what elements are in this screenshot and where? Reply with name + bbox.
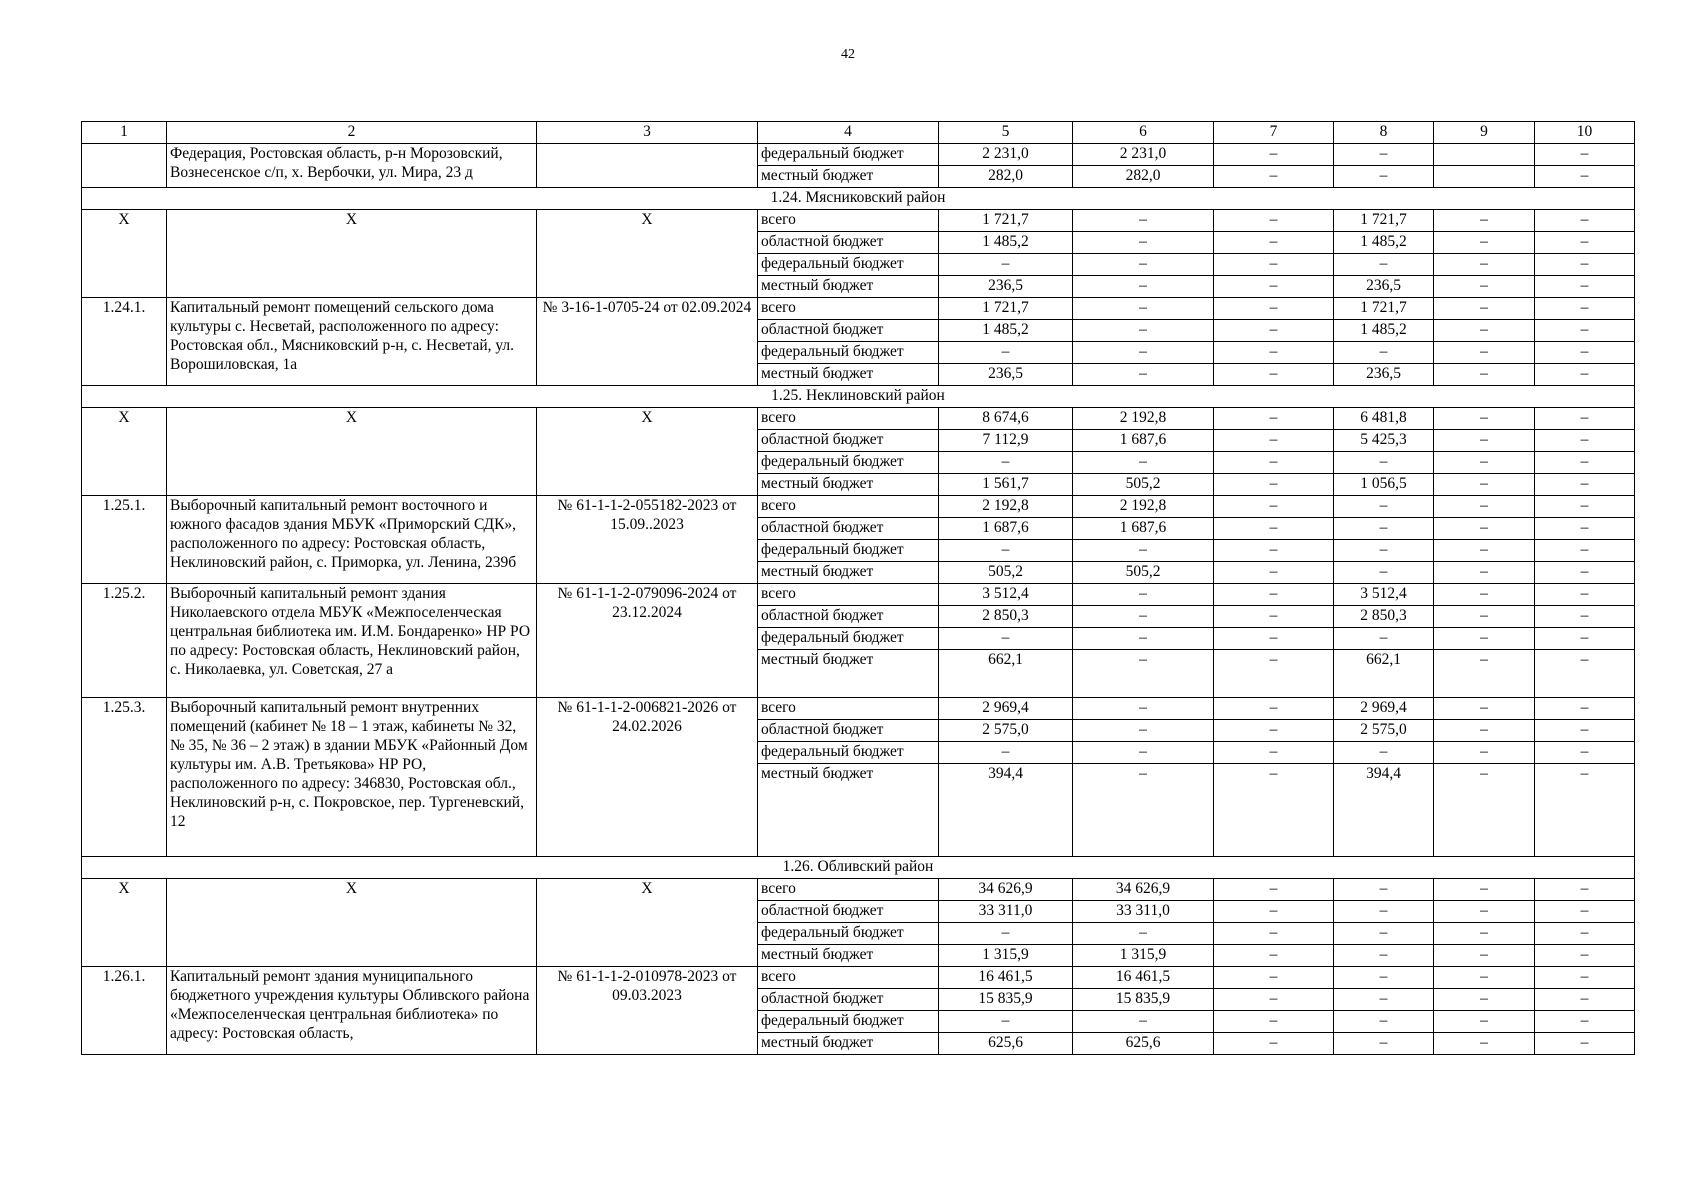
budget-source-label: областной бюджет xyxy=(758,989,939,1011)
value-cell: – xyxy=(1073,742,1214,764)
item-document: № 61-1-1-2-010978-2023 от 09.03.2023 xyxy=(537,967,758,1055)
value-cell: – xyxy=(939,254,1073,276)
value-cell: – xyxy=(1434,923,1535,945)
budget-source-label: местный бюджет xyxy=(758,364,939,386)
value-cell: – xyxy=(939,452,1073,474)
value-cell: 2 231,0 xyxy=(939,144,1073,166)
value-cell: 1 485,2 xyxy=(939,320,1073,342)
item-number: 1.26.1. xyxy=(82,967,167,1055)
budget-source-label: местный бюджет xyxy=(758,764,939,857)
value-cell: – xyxy=(1535,698,1635,720)
budget-source-label: местный бюджет xyxy=(758,166,939,188)
value-cell: – xyxy=(1434,584,1535,606)
budget-source-label: областной бюджет xyxy=(758,320,939,342)
value-cell: – xyxy=(1214,474,1334,496)
budget-source-label: федеральный бюджет xyxy=(758,452,939,474)
value-cell: – xyxy=(1073,276,1214,298)
budget-row xyxy=(82,584,1635,606)
value-cell: – xyxy=(1073,320,1214,342)
budget-row xyxy=(82,408,1635,430)
budget-row xyxy=(82,879,1635,901)
value-cell: – xyxy=(1334,945,1434,967)
value-cell: – xyxy=(1535,144,1635,166)
value-cell: – xyxy=(1434,474,1535,496)
value-cell: – xyxy=(1214,989,1334,1011)
item-number: 1.25.3. xyxy=(82,698,167,857)
value-cell: 7 112,9 xyxy=(939,430,1073,452)
budget-source-label: всего xyxy=(758,967,939,989)
value-cell: – xyxy=(1073,540,1214,562)
budget-source-label: всего xyxy=(758,496,939,518)
value-cell: – xyxy=(1535,967,1635,989)
budget-source-label: всего xyxy=(758,584,939,606)
value-cell: 1 721,7 xyxy=(939,298,1073,320)
value-cell: – xyxy=(1073,254,1214,276)
value-cell: 394,4 xyxy=(939,764,1073,857)
header-cell: 7 xyxy=(1214,122,1334,144)
value-cell: – xyxy=(939,540,1073,562)
budget-row xyxy=(82,298,1635,320)
value-cell: – xyxy=(1535,474,1635,496)
value-cell: 1 315,9 xyxy=(939,945,1073,967)
budget-source-label: областной бюджет xyxy=(758,518,939,540)
value-cell: 2 969,4 xyxy=(939,698,1073,720)
value-cell: – xyxy=(1334,254,1434,276)
value-cell: – xyxy=(1434,298,1535,320)
budget-source-label: федеральный бюджет xyxy=(758,923,939,945)
value-cell: – xyxy=(1334,989,1434,1011)
budget-source-label: федеральный бюджет xyxy=(758,144,939,166)
budget-source-label: всего xyxy=(758,698,939,720)
value-cell: – xyxy=(1434,879,1535,901)
value-cell: – xyxy=(1535,276,1635,298)
value-cell: – xyxy=(1535,232,1635,254)
value-cell: 236,5 xyxy=(939,276,1073,298)
value-cell: – xyxy=(1535,650,1635,698)
item-description: Х xyxy=(167,210,537,298)
item-number: 1.25.1. xyxy=(82,496,167,584)
value-cell: – xyxy=(1535,879,1635,901)
value-cell: – xyxy=(1214,650,1334,698)
value-cell: 33 311,0 xyxy=(1073,901,1214,923)
item-document: № 61-1-1-2-079096-2024 от 23.12.2024 xyxy=(537,584,758,698)
budget-source-label: местный бюджет xyxy=(758,474,939,496)
value-cell: – xyxy=(1535,1011,1635,1033)
value-cell: 662,1 xyxy=(1334,650,1434,698)
value-cell: – xyxy=(1073,650,1214,698)
value-cell: – xyxy=(1214,967,1334,989)
value-cell: – xyxy=(1214,496,1334,518)
value-cell: – xyxy=(1434,764,1535,857)
value-cell: – xyxy=(1214,606,1334,628)
budget-source-label: всего xyxy=(758,298,939,320)
value-cell: – xyxy=(1535,742,1635,764)
value-cell: – xyxy=(1535,1033,1635,1055)
value-cell: 1 721,7 xyxy=(1334,298,1434,320)
value-cell: – xyxy=(1214,364,1334,386)
item-description: Выборочный капитальный ремонт внутренних помещений (кабинет № 18 – 1 этаж, кабинеты № 32, № 35, № 36 – 2 этаж) в здании МБУК «Районный Дом культуры им. А.В. Третьякова» НР РО, расположенного по адресу: 346830, Ростовская обл., Неклиновский р-н, с. Покровское, пер. Тургеневский, 12 xyxy=(167,698,537,857)
value-cell: – xyxy=(1535,606,1635,628)
value-cell: – xyxy=(939,742,1073,764)
value-cell: – xyxy=(1535,923,1635,945)
header-cell: 3 xyxy=(537,122,758,144)
value-cell: – xyxy=(1535,901,1635,923)
value-cell xyxy=(1434,166,1535,188)
value-cell: – xyxy=(1535,562,1635,584)
value-cell: – xyxy=(1334,923,1434,945)
value-cell: – xyxy=(1434,430,1535,452)
value-cell: – xyxy=(1214,1033,1334,1055)
header-cell: 8 xyxy=(1334,122,1434,144)
value-cell: – xyxy=(1334,742,1434,764)
value-cell: – xyxy=(1073,628,1214,650)
value-cell: – xyxy=(1434,1011,1535,1033)
value-cell: 2 850,3 xyxy=(939,606,1073,628)
value-cell: 282,0 xyxy=(939,166,1073,188)
value-cell: – xyxy=(1434,254,1535,276)
value-cell: – xyxy=(1214,298,1334,320)
value-cell: – xyxy=(1214,764,1334,857)
table-body xyxy=(82,122,1635,1055)
value-cell: 1 485,2 xyxy=(1334,320,1434,342)
value-cell: – xyxy=(1535,166,1635,188)
header-cell: 5 xyxy=(939,122,1073,144)
value-cell: 1 721,7 xyxy=(939,210,1073,232)
value-cell: – xyxy=(1214,518,1334,540)
value-cell: – xyxy=(1214,452,1334,474)
value-cell: – xyxy=(1434,628,1535,650)
header-cell: 10 xyxy=(1535,122,1635,144)
value-cell: – xyxy=(1073,584,1214,606)
value-cell: – xyxy=(1535,540,1635,562)
value-cell: – xyxy=(1434,342,1535,364)
value-cell: 1 485,2 xyxy=(939,232,1073,254)
item-description: Капитальный ремонт здания муниципального бюджетного учреждения культуры Обливского района «Межпоселенческая центральная библиотека» по адресу: Ростовская область, xyxy=(167,967,537,1055)
value-cell: – xyxy=(1334,342,1434,364)
item-description: Выборочный капитальный ремонт здания Николаевского отдела МБУК «Межпоселенческая центральная библиотека им. И.М. Бондаренко» НР РО по адресу: Ростовская область, Неклиновский район, с. Николаевка, ул. Советская, 27 а xyxy=(167,584,537,698)
value-cell: 1 485,2 xyxy=(1334,232,1434,254)
value-cell: – xyxy=(1214,923,1334,945)
value-cell: – xyxy=(1334,1033,1434,1055)
value-cell: – xyxy=(1535,430,1635,452)
value-cell: – xyxy=(1073,923,1214,945)
value-cell: 2 850,3 xyxy=(1334,606,1434,628)
budget-source-label: областной бюджет xyxy=(758,901,939,923)
page-number: 42 xyxy=(841,47,855,62)
value-cell: 16 461,5 xyxy=(939,967,1073,989)
value-cell: – xyxy=(1214,166,1334,188)
value-cell: – xyxy=(1535,720,1635,742)
budget-row xyxy=(82,210,1635,232)
budget-source-label: областной бюджет xyxy=(758,720,939,742)
value-cell: – xyxy=(1535,364,1635,386)
header-row xyxy=(82,122,1635,144)
item-description: Капитальный ремонт помещений сельского дома культуры с. Несветай, расположенного по адресу: Ростовская обл., Мясниковский р-н, с. Несветай, ул. Ворошиловская, 1а xyxy=(167,298,537,386)
value-cell: 15 835,9 xyxy=(939,989,1073,1011)
value-cell: – xyxy=(1214,232,1334,254)
value-cell: 3 512,4 xyxy=(939,584,1073,606)
budget-source-label: федеральный бюджет xyxy=(758,342,939,364)
value-cell: – xyxy=(1535,584,1635,606)
value-cell: 1 721,7 xyxy=(1334,210,1434,232)
section-row xyxy=(82,857,1635,879)
value-cell: 15 835,9 xyxy=(1073,989,1214,1011)
value-cell: – xyxy=(1535,628,1635,650)
budget-source-label: местный бюджет xyxy=(758,945,939,967)
value-cell: – xyxy=(1535,210,1635,232)
value-cell: – xyxy=(1434,901,1535,923)
item-document: № 61-1-1-2-006821-2026 от 24.02.2026 xyxy=(537,698,758,857)
value-cell: – xyxy=(1434,720,1535,742)
value-cell: 662,1 xyxy=(939,650,1073,698)
value-cell: 3 512,4 xyxy=(1334,584,1434,606)
value-cell: – xyxy=(1334,144,1434,166)
header-cell: 4 xyxy=(758,122,939,144)
value-cell: 625,6 xyxy=(1073,1033,1214,1055)
value-cell: – xyxy=(1434,320,1535,342)
budget-row xyxy=(82,144,1635,166)
value-cell: – xyxy=(1434,518,1535,540)
header-cell: 2 xyxy=(167,122,537,144)
budget-source-label: областной бюджет xyxy=(758,606,939,628)
value-cell: – xyxy=(1073,298,1214,320)
value-cell: – xyxy=(1214,742,1334,764)
budget-source-label: всего xyxy=(758,879,939,901)
value-cell: – xyxy=(1334,496,1434,518)
value-cell: – xyxy=(1434,276,1535,298)
item-number xyxy=(82,144,167,188)
value-cell xyxy=(1434,144,1535,166)
value-cell: – xyxy=(1434,606,1535,628)
value-cell: 1 687,6 xyxy=(1073,430,1214,452)
value-cell: – xyxy=(1214,945,1334,967)
value-cell: – xyxy=(1434,408,1535,430)
value-cell: – xyxy=(1214,210,1334,232)
item-description: Выборочный капитальный ремонт восточного и южного фасадов здания МБУК «Приморский СДК», расположенного по адресу: Ростовская область, Неклиновский район, с. Приморка, ул. Ленина, 239б xyxy=(167,496,537,584)
value-cell: 282,0 xyxy=(1073,166,1214,188)
value-cell: 236,5 xyxy=(1334,276,1434,298)
budget-source-label: федеральный бюджет xyxy=(758,742,939,764)
value-cell: – xyxy=(1073,764,1214,857)
item-document xyxy=(537,144,758,188)
value-cell: – xyxy=(1434,989,1535,1011)
value-cell: – xyxy=(1334,1011,1434,1033)
value-cell: – xyxy=(1334,901,1434,923)
value-cell: 2 969,4 xyxy=(1334,698,1434,720)
budget-source-label: местный бюджет xyxy=(758,562,939,584)
budget-source-label: федеральный бюджет xyxy=(758,540,939,562)
value-cell: – xyxy=(939,342,1073,364)
section-title: 1.24. Мясниковский район xyxy=(82,188,1635,210)
budget-source-label: местный бюджет xyxy=(758,1033,939,1055)
value-cell: – xyxy=(1073,364,1214,386)
value-cell: – xyxy=(1214,144,1334,166)
value-cell: 1 056,5 xyxy=(1334,474,1434,496)
value-cell: – xyxy=(1214,1011,1334,1033)
item-number: Х xyxy=(82,210,167,298)
value-cell: – xyxy=(1535,254,1635,276)
value-cell: 2 192,8 xyxy=(1073,496,1214,518)
section-row xyxy=(82,188,1635,210)
value-cell: – xyxy=(1434,364,1535,386)
value-cell: – xyxy=(939,628,1073,650)
value-cell: 33 311,0 xyxy=(939,901,1073,923)
section-row xyxy=(82,386,1635,408)
item-document: № 61-1-1-2-055182-2023 от 15.09..2023 xyxy=(537,496,758,584)
item-document: Х xyxy=(537,879,758,967)
header-cell: 6 xyxy=(1073,122,1214,144)
budget-source-label: областной бюджет xyxy=(758,232,939,254)
value-cell: – xyxy=(1434,698,1535,720)
value-cell: – xyxy=(1434,945,1535,967)
budget-row xyxy=(82,967,1635,989)
value-cell: – xyxy=(1073,232,1214,254)
value-cell: – xyxy=(1434,562,1535,584)
value-cell: – xyxy=(1214,276,1334,298)
value-cell: – xyxy=(1073,342,1214,364)
value-cell: 5 425,3 xyxy=(1334,430,1434,452)
value-cell: – xyxy=(1334,562,1434,584)
budget-row xyxy=(82,496,1635,518)
item-number: Х xyxy=(82,879,167,967)
budget-source-label: местный бюджет xyxy=(758,650,939,698)
value-cell: – xyxy=(1535,452,1635,474)
section-title: 1.26. Обливский район xyxy=(82,857,1635,879)
value-cell: – xyxy=(1214,628,1334,650)
budget-source-label: местный бюджет xyxy=(758,276,939,298)
value-cell: 8 674,6 xyxy=(939,408,1073,430)
value-cell: 2 575,0 xyxy=(939,720,1073,742)
value-cell: – xyxy=(1214,320,1334,342)
value-cell: 1 315,9 xyxy=(1073,945,1214,967)
item-document: Х xyxy=(537,210,758,298)
value-cell: – xyxy=(1214,342,1334,364)
value-cell: 1 687,6 xyxy=(939,518,1073,540)
value-cell: – xyxy=(1535,342,1635,364)
value-cell: – xyxy=(1073,1011,1214,1033)
value-cell: – xyxy=(1214,408,1334,430)
value-cell: 505,2 xyxy=(939,562,1073,584)
value-cell: 34 626,9 xyxy=(939,879,1073,901)
value-cell: – xyxy=(1434,650,1535,698)
value-cell: 236,5 xyxy=(1334,364,1434,386)
value-cell: 16 461,5 xyxy=(1073,967,1214,989)
value-cell: – xyxy=(939,1011,1073,1033)
value-cell: – xyxy=(1214,698,1334,720)
value-cell: 505,2 xyxy=(1073,562,1214,584)
value-cell: – xyxy=(1073,452,1214,474)
item-description: Федерация, Ростовская область, р-н Морозовский, Вознесенское с/п, х. Вербочки, ул. Мира, 23 д xyxy=(167,144,537,188)
value-cell: – xyxy=(1535,408,1635,430)
value-cell: – xyxy=(1434,1033,1535,1055)
header-cell: 1 xyxy=(82,122,167,144)
value-cell: 394,4 xyxy=(1334,764,1434,857)
value-cell: – xyxy=(1334,540,1434,562)
value-cell: – xyxy=(1334,628,1434,650)
value-cell: – xyxy=(1535,518,1635,540)
value-cell: 2 231,0 xyxy=(1073,144,1214,166)
value-cell: – xyxy=(1434,496,1535,518)
value-cell: – xyxy=(1073,210,1214,232)
value-cell: – xyxy=(1334,967,1434,989)
value-cell: – xyxy=(1334,879,1434,901)
item-number: 1.25.2. xyxy=(82,584,167,698)
value-cell: – xyxy=(1535,989,1635,1011)
value-cell: – xyxy=(1434,210,1535,232)
value-cell: – xyxy=(1214,562,1334,584)
value-cell: – xyxy=(1434,540,1535,562)
header-cell: 9 xyxy=(1434,122,1535,144)
value-cell: – xyxy=(1214,584,1334,606)
value-cell: – xyxy=(939,923,1073,945)
value-cell: 625,6 xyxy=(939,1033,1073,1055)
budget-source-label: областной бюджет xyxy=(758,430,939,452)
value-cell: 34 626,9 xyxy=(1073,879,1214,901)
value-cell: – xyxy=(1214,540,1334,562)
value-cell: – xyxy=(1073,606,1214,628)
value-cell: 505,2 xyxy=(1073,474,1214,496)
value-cell: – xyxy=(1535,298,1635,320)
value-cell: – xyxy=(1434,967,1535,989)
value-cell: 1 561,7 xyxy=(939,474,1073,496)
value-cell: – xyxy=(1535,496,1635,518)
value-cell: – xyxy=(1214,254,1334,276)
value-cell: – xyxy=(1334,518,1434,540)
budget-source-label: всего xyxy=(758,408,939,430)
budget-source-label: федеральный бюджет xyxy=(758,1011,939,1033)
value-cell: – xyxy=(1214,720,1334,742)
value-cell: – xyxy=(1535,945,1635,967)
value-cell: 2 575,0 xyxy=(1334,720,1434,742)
value-cell: – xyxy=(1434,232,1535,254)
item-number: 1.24.1. xyxy=(82,298,167,386)
value-cell: 6 481,8 xyxy=(1334,408,1434,430)
section-title: 1.25. Неклиновский район xyxy=(82,386,1635,408)
value-cell: – xyxy=(1535,764,1635,857)
value-cell: 2 192,8 xyxy=(939,496,1073,518)
budget-source-label: федеральный бюджет xyxy=(758,254,939,276)
value-cell: – xyxy=(1334,452,1434,474)
value-cell: 1 687,6 xyxy=(1073,518,1214,540)
budget-row xyxy=(82,698,1635,720)
value-cell: – xyxy=(1434,452,1535,474)
value-cell: 236,5 xyxy=(939,364,1073,386)
value-cell: – xyxy=(1214,430,1334,452)
item-description: Х xyxy=(167,408,537,496)
value-cell: – xyxy=(1073,698,1214,720)
budget-source-label: федеральный бюджет xyxy=(758,628,939,650)
value-cell: – xyxy=(1535,320,1635,342)
budget-source-label: всего xyxy=(758,210,939,232)
value-cell: – xyxy=(1214,879,1334,901)
item-description: Х xyxy=(167,879,537,967)
value-cell: – xyxy=(1334,166,1434,188)
value-cell: 2 192,8 xyxy=(1073,408,1214,430)
item-document: Х xyxy=(537,408,758,496)
item-document: № 3-16-1-0705-24 от 02.09.2024 xyxy=(537,298,758,386)
budget-table xyxy=(81,121,1635,1055)
value-cell: – xyxy=(1434,742,1535,764)
value-cell: – xyxy=(1073,720,1214,742)
value-cell: – xyxy=(1214,901,1334,923)
item-number: Х xyxy=(82,408,167,496)
